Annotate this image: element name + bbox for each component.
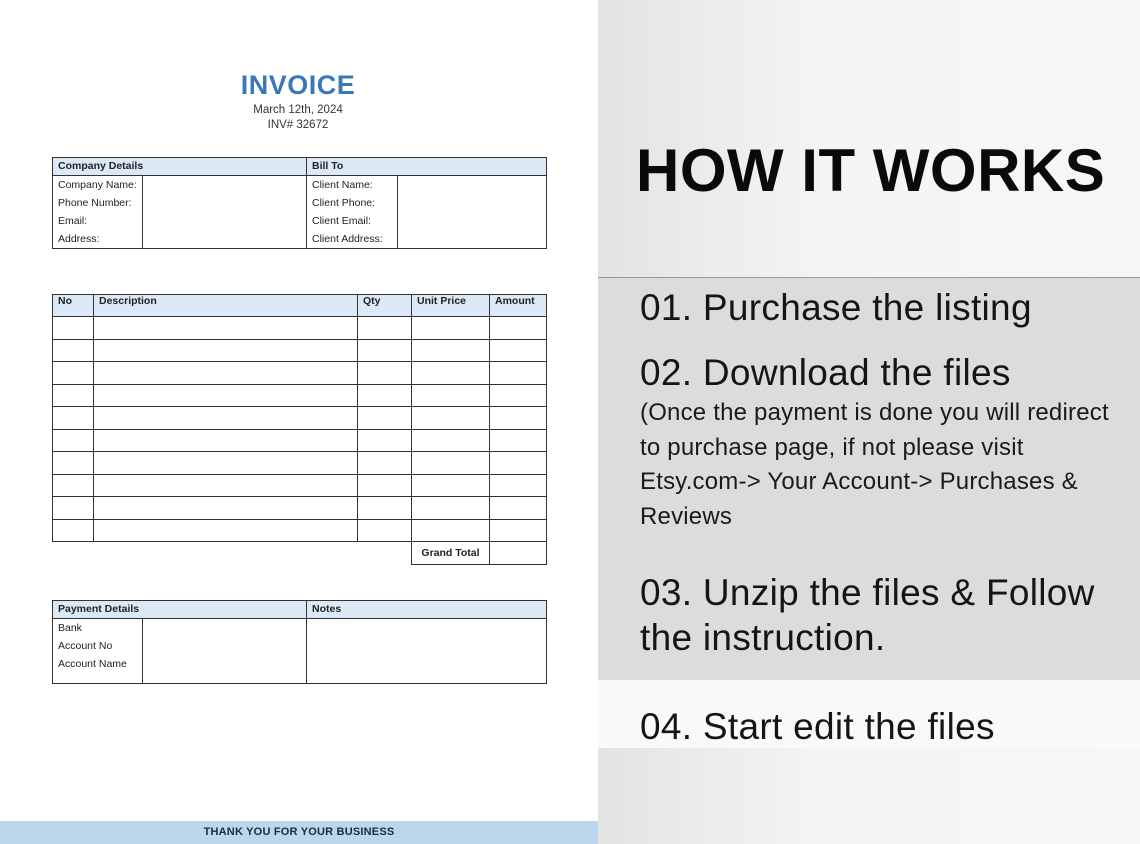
cell-no[interactable] <box>53 429 94 452</box>
cell-description[interactable] <box>94 339 358 362</box>
client-name-label: Client Name: <box>312 179 373 191</box>
item-rows <box>53 317 547 542</box>
table-row <box>53 384 547 407</box>
cell-unit-price[interactable] <box>412 474 490 497</box>
phone-number-label: Phone Number: <box>58 197 132 209</box>
notes-header: Notes <box>307 601 547 619</box>
cell-no[interactable] <box>53 362 94 385</box>
grand-total-spacer <box>53 542 412 565</box>
cell-amount[interactable] <box>490 384 547 407</box>
cell-qty[interactable] <box>358 317 412 340</box>
cell-no[interactable] <box>53 452 94 475</box>
bill-to-header: Bill To <box>307 158 547 176</box>
cell-no[interactable] <box>53 317 94 340</box>
cell-qty[interactable] <box>358 407 412 430</box>
how-it-works-title: HOW IT WORKS <box>636 137 1106 204</box>
step-4: 04. Start edit the files <box>640 706 995 747</box>
cell-qty[interactable] <box>358 452 412 475</box>
cell-qty[interactable] <box>358 339 412 362</box>
col-qty: Qty <box>358 295 412 317</box>
table-row <box>53 339 547 362</box>
cell-description[interactable] <box>94 362 358 385</box>
bank-label: Bank <box>58 622 82 634</box>
grand-total-value[interactable] <box>490 542 547 565</box>
grand-total-label: Grand Total <box>412 542 490 565</box>
invoice-number: INV# 32672 <box>267 119 329 131</box>
cell-qty[interactable] <box>358 384 412 407</box>
payment-labels <box>53 619 143 684</box>
table-row <box>53 429 547 452</box>
thank-you-banner: THANK YOU FOR YOUR BUSINESS <box>0 821 598 844</box>
cell-no[interactable] <box>53 407 94 430</box>
cell-qty[interactable] <box>358 429 412 452</box>
cell-no[interactable] <box>53 384 94 407</box>
notes-cell[interactable] <box>307 619 547 684</box>
cell-unit-price[interactable] <box>412 384 490 407</box>
table-row <box>53 362 547 385</box>
grand-total-row <box>53 542 547 565</box>
invoice-date: March 12th, 2024 <box>253 104 343 116</box>
company-details-header: Company Details <box>53 158 307 176</box>
table-row <box>53 519 547 542</box>
cell-unit-price[interactable] <box>412 429 490 452</box>
items-header-row <box>53 295 547 317</box>
cell-description[interactable] <box>94 497 358 520</box>
cell-description[interactable] <box>94 384 358 407</box>
col-description: Description <box>94 295 358 317</box>
payment-notes-table <box>52 600 547 684</box>
client-values-cell[interactable] <box>398 176 547 249</box>
cell-no[interactable] <box>53 474 94 497</box>
col-unit-price: Unit Price <box>412 295 490 317</box>
company-billto-table <box>52 157 547 249</box>
cell-unit-price[interactable] <box>412 362 490 385</box>
company-labels <box>53 176 143 249</box>
cell-no[interactable] <box>53 497 94 520</box>
table-row <box>53 407 547 430</box>
cell-unit-price[interactable] <box>412 497 490 520</box>
table-row <box>53 317 547 340</box>
cell-description[interactable] <box>94 317 358 340</box>
cell-qty[interactable] <box>358 519 412 542</box>
cell-amount[interactable] <box>490 519 547 542</box>
step-2: 02. Download the files <box>640 352 1011 393</box>
cell-unit-price[interactable] <box>412 407 490 430</box>
col-no: No <box>53 295 94 317</box>
client-address-label: Client Address: <box>312 233 383 245</box>
items-table <box>52 294 547 565</box>
cell-amount[interactable] <box>490 429 547 452</box>
cell-amount[interactable] <box>490 317 547 340</box>
col-amount: Amount <box>490 295 547 317</box>
cell-description[interactable] <box>94 474 358 497</box>
account-no-label: Account No <box>58 640 113 652</box>
cell-amount[interactable] <box>490 339 547 362</box>
panel-top <box>598 0 1140 277</box>
address-label: Address: <box>58 233 100 245</box>
cell-description[interactable] <box>94 407 358 430</box>
table-row <box>53 452 547 475</box>
cell-amount[interactable] <box>490 362 547 385</box>
cell-unit-price[interactable] <box>412 339 490 362</box>
client-phone-label: Client Phone: <box>312 197 376 209</box>
cell-unit-price[interactable] <box>412 452 490 475</box>
cell-no[interactable] <box>53 339 94 362</box>
cell-qty[interactable] <box>358 497 412 520</box>
cell-amount[interactable] <box>490 407 547 430</box>
invoice-title: INVOICE <box>240 70 356 100</box>
step-2-note: (Once the payment is done you will redirect to purchase page, if not please visit Etsy.com-> Your Account-> Purchases & Reviews <box>640 399 1109 530</box>
company-values-cell[interactable] <box>143 176 307 249</box>
step-1: 01. Purchase the listing <box>640 287 1032 328</box>
payment-values-cell[interactable] <box>143 619 307 684</box>
client-labels <box>307 176 398 249</box>
step-3: 03. Unzip the files & Follow the instruction. <box>640 572 1095 658</box>
cell-description[interactable] <box>94 429 358 452</box>
cell-description[interactable] <box>94 519 358 542</box>
cell-amount[interactable] <box>490 452 547 475</box>
cell-unit-price[interactable] <box>412 519 490 542</box>
cell-qty[interactable] <box>358 474 412 497</box>
table-row <box>53 497 547 520</box>
table-row <box>53 474 547 497</box>
payment-details-header: Payment Details <box>53 601 307 619</box>
cell-amount[interactable] <box>490 474 547 497</box>
how-it-works-panel <box>598 0 1140 844</box>
account-name-label: Account Name <box>58 658 127 670</box>
cell-description[interactable] <box>94 452 358 475</box>
cell-no[interactable] <box>53 519 94 542</box>
cell-unit-price[interactable] <box>412 317 490 340</box>
cell-qty[interactable] <box>358 362 412 385</box>
email-label: Email: <box>58 215 88 227</box>
client-email-label: Client Email: <box>312 215 371 227</box>
cell-amount[interactable] <box>490 497 547 520</box>
company-name-label: Company Name: <box>58 179 137 191</box>
